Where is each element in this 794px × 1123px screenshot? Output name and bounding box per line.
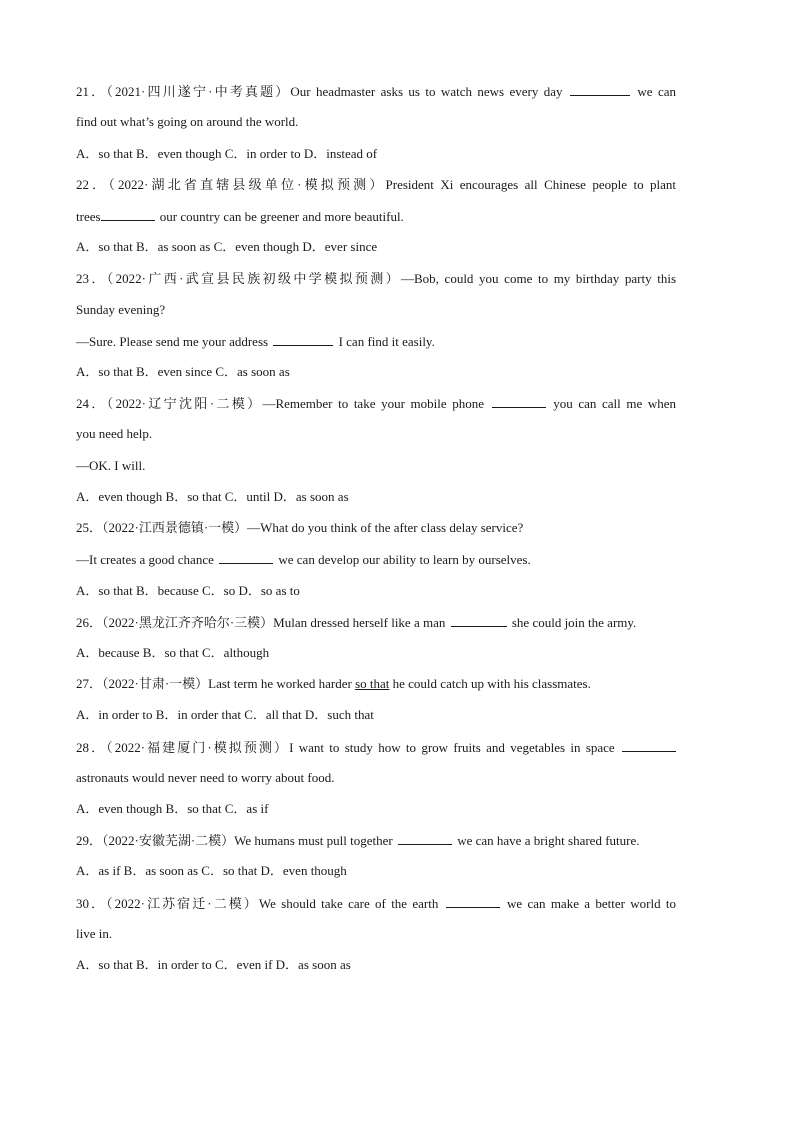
question-29-line-1 <box>76 831 676 849</box>
question-23-line-3 <box>76 332 676 350</box>
answer-blank <box>273 332 333 346</box>
answer-blank <box>492 394 546 408</box>
question-text: she could join the army. <box>511 615 637 630</box>
question-text: 26．（2022·黑龙江齐齐哈尔·三模）Mulan dressed herself like a man <box>76 615 446 630</box>
question-27-line-1 <box>76 675 676 693</box>
answer-blank <box>219 550 273 564</box>
question-23-options: A．so that B．even since C．as soon as <box>76 364 290 379</box>
question-text: you can call me when <box>553 396 676 411</box>
question-text: I can find it easily. <box>338 334 435 349</box>
question-24-line-1 <box>76 394 676 412</box>
question-25-options: A．so that B．because C．so D．so as to <box>76 583 300 598</box>
question-24-line-3: —OK. I will. <box>76 458 146 473</box>
question-text: 24．（2022·辽宁沈阳·二模）—Remember to take your mobile phone <box>76 396 484 411</box>
question-21-options: A．so that B．even though C．in order to D．instead of <box>76 146 378 161</box>
question-21-line-1 <box>76 82 676 100</box>
question-22-line-1: 22．（2022·湖北省直辖县级单位·模拟预测）President Xi encourages all Chinese people to plant <box>76 177 676 192</box>
question-30-line-1 <box>76 894 676 912</box>
question-28-line-1 <box>76 738 676 756</box>
question-23-line-2: Sunday evening? <box>76 302 166 317</box>
question-text: our country can be greener and more beautiful. <box>159 209 404 224</box>
question-30-line-2: live in. <box>76 926 113 941</box>
question-text: he could catch up with his classmates. <box>392 676 591 691</box>
question-25-line-1: 25．（2022·江西景德镇·一模）—What do you think of the after class delay service? <box>76 520 524 535</box>
answer-blank <box>622 738 676 752</box>
question-22-options: A．so that B．as soon as C．even though D．ever since <box>76 239 378 254</box>
question-text: 28．（2022·福建厦门·模拟预测）I want to study how to grow fruits and vegetables in space <box>76 740 615 755</box>
question-text: 27．（2022·甘肃·一模）Last term he worked harder <box>76 676 352 691</box>
question-28-line-2: astronauts would never need to worry about food. <box>76 770 335 785</box>
question-text: we can make a better world to <box>507 896 677 911</box>
question-text: —Sure. Please send me your address <box>76 334 269 349</box>
question-24-options: A．even though B．so that C．until D．as soon as <box>76 489 349 504</box>
answer-blank <box>570 82 630 96</box>
question-text: —It creates a good chance <box>76 552 214 567</box>
question-text: 29．（2022·安徽芜湖·二模）We humans must pull together <box>76 833 393 848</box>
underlined-phrase: so that <box>355 676 390 691</box>
question-text: 21．（2021·四川遂宁·中考真题）Our headmaster asks us to watch news every day <box>76 84 563 99</box>
question-27-options: A．in order to B．in order that C．all that D．such that <box>76 707 374 722</box>
answer-blank <box>451 613 507 627</box>
question-25-line-2 <box>76 550 676 568</box>
question-22-line-2 <box>76 207 676 225</box>
answer-blank <box>101 207 155 221</box>
question-text: we can have a bright shared future. <box>457 833 640 848</box>
question-26-options: A．because B．so that C．although <box>76 645 270 660</box>
question-21-line-2: find out what’s going on around the world. <box>76 114 299 129</box>
answer-blank <box>446 894 500 908</box>
question-28-options: A．even though B．so that C．as if <box>76 801 269 816</box>
question-text: we can develop our ability to learn by ourselves. <box>278 552 531 567</box>
question-text: we can <box>637 84 677 99</box>
answer-blank <box>398 831 452 845</box>
question-text: trees <box>76 209 101 224</box>
question-23-line-1: 23．（2022·广西·武宣县民族初级中学模拟预测）—Bob, could you come to my birthday party this <box>76 271 676 286</box>
question-30-options: A．so that B．in order to C．even if D．as soon as <box>76 957 351 972</box>
question-26-line-1 <box>76 613 676 631</box>
question-24-line-2: you need help. <box>76 426 153 441</box>
question-text: 30．（2022·江苏宿迁·二模）We should take care of the earth <box>76 896 439 911</box>
question-29-options: A．as if B．as soon as C．so that D．even though <box>76 863 347 878</box>
